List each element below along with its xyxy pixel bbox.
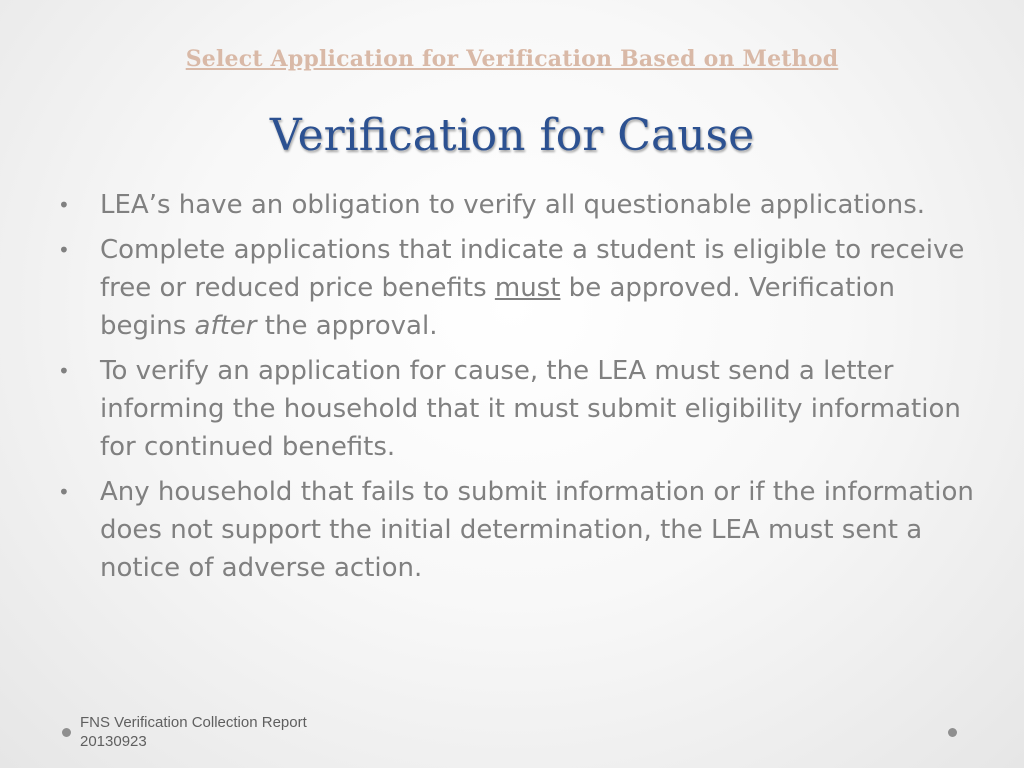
bullet-text-part: be approved. Verification begins xyxy=(100,273,895,341)
bullet-text: LEA’s have an obligation to verify all questionable applications. xyxy=(100,190,926,220)
bullet-text-part: the approval. xyxy=(256,311,438,341)
footer-dot-left-icon xyxy=(62,728,71,737)
bullet-text: Any household that fails to submit information or if the information does not support the initial determination, the LEA must sent a notice of adverse action. xyxy=(100,477,974,583)
bullet-item xyxy=(58,231,978,345)
underlined-word: must xyxy=(494,273,561,303)
footer-line-2: 20130923 xyxy=(80,733,147,750)
bullet-icon: • xyxy=(58,193,70,217)
footer-dot-right-icon xyxy=(948,728,957,737)
bullet-icon: • xyxy=(58,359,70,383)
footer xyxy=(80,713,307,751)
bullet-text xyxy=(100,235,964,341)
bullet-item xyxy=(58,473,978,587)
bullet-item xyxy=(58,352,978,466)
bullet-text: To verify an application for cause, the LEA must send a letter informing the household that it must submit eligibility information for continued benefits. xyxy=(100,356,961,462)
bullet-icon: • xyxy=(58,480,70,504)
footer-line-1: FNS Verification Collection Report xyxy=(80,714,307,731)
bullet-item xyxy=(58,186,978,224)
section-link[interactable]: Select Application for Verification Based on Method xyxy=(185,46,839,72)
bullet-text-part: Complete applications that indicate a student is eligible to receive free or reduced price benefits xyxy=(100,235,965,303)
italic-word: after xyxy=(194,311,257,341)
bullet-icon: • xyxy=(58,238,70,262)
bullet-list xyxy=(58,186,978,594)
slide-title: Verification for Cause xyxy=(269,110,755,161)
